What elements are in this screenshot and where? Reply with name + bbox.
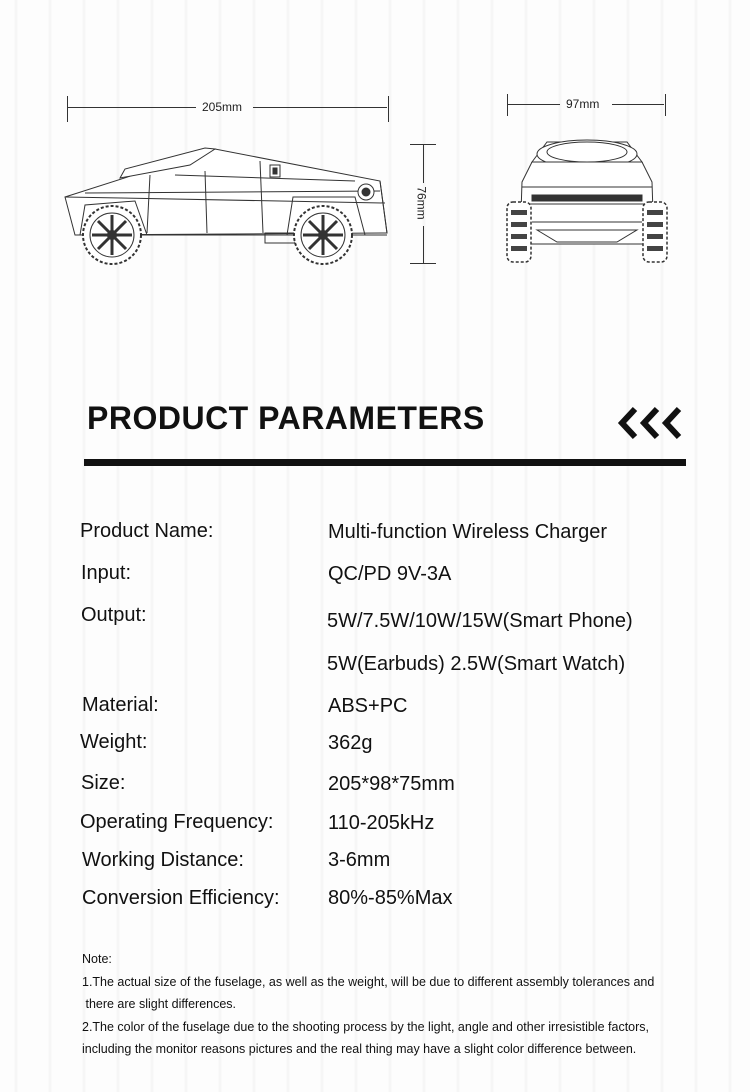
notes-line: 1.The actual size of the fuselage, as well as the weight, will be due to different assembly tolerances and [82,974,655,989]
param-value: Multi-function Wireless Charger [328,521,607,543]
notes [82,948,702,1061]
param-value: 3-6mm [328,849,391,871]
length-label: 205mm [202,100,243,114]
param-value: 205*98*75mm [328,773,455,795]
param-label: Operating Frequency: [80,811,274,833]
param-label: Output: [81,604,147,626]
param-value-secondary: 5W(Earbuds) 2.5W(Smart Watch) [327,653,626,675]
notes-line: there are slight differences. [82,997,237,1011]
param-label: Size: [81,772,126,794]
param-value: 110-205kHz [328,812,435,834]
param-value: QC/PD 9V-3A [328,563,452,585]
param-label: Conversion Efficiency: [82,887,280,909]
car-side-view-illustration [55,135,400,270]
car-front-view-illustration [502,132,672,270]
param-label: Working Distance: [82,849,244,871]
notes-title: Note: [82,952,112,966]
param-label: Weight: [80,731,148,753]
chevrons-left-icon [617,405,687,441]
param-value: 80%-85%Max [328,887,453,909]
notes-line: including the monitor reasons pictures and the real thing may have a slight color difference between. [82,1042,637,1056]
width-label: 97mm [566,97,600,111]
param-value: ABS+PC [328,695,408,717]
param-value: 5W/7.5W/10W/15W(Smart Phone) [327,610,633,632]
param-value: 362g [328,732,373,754]
height-label: 76mm [414,186,429,220]
param-label: Material: [82,694,159,716]
notes-line: 2.The color of the fuselage due to the shooting process by the light, angle and other irresistible factors, [82,1019,650,1034]
section-heading: PRODUCT PARAMETERS [87,400,485,436]
param-label: Product Name: [80,520,214,542]
heading-rule [84,459,686,466]
param-label: Input: [81,562,132,584]
